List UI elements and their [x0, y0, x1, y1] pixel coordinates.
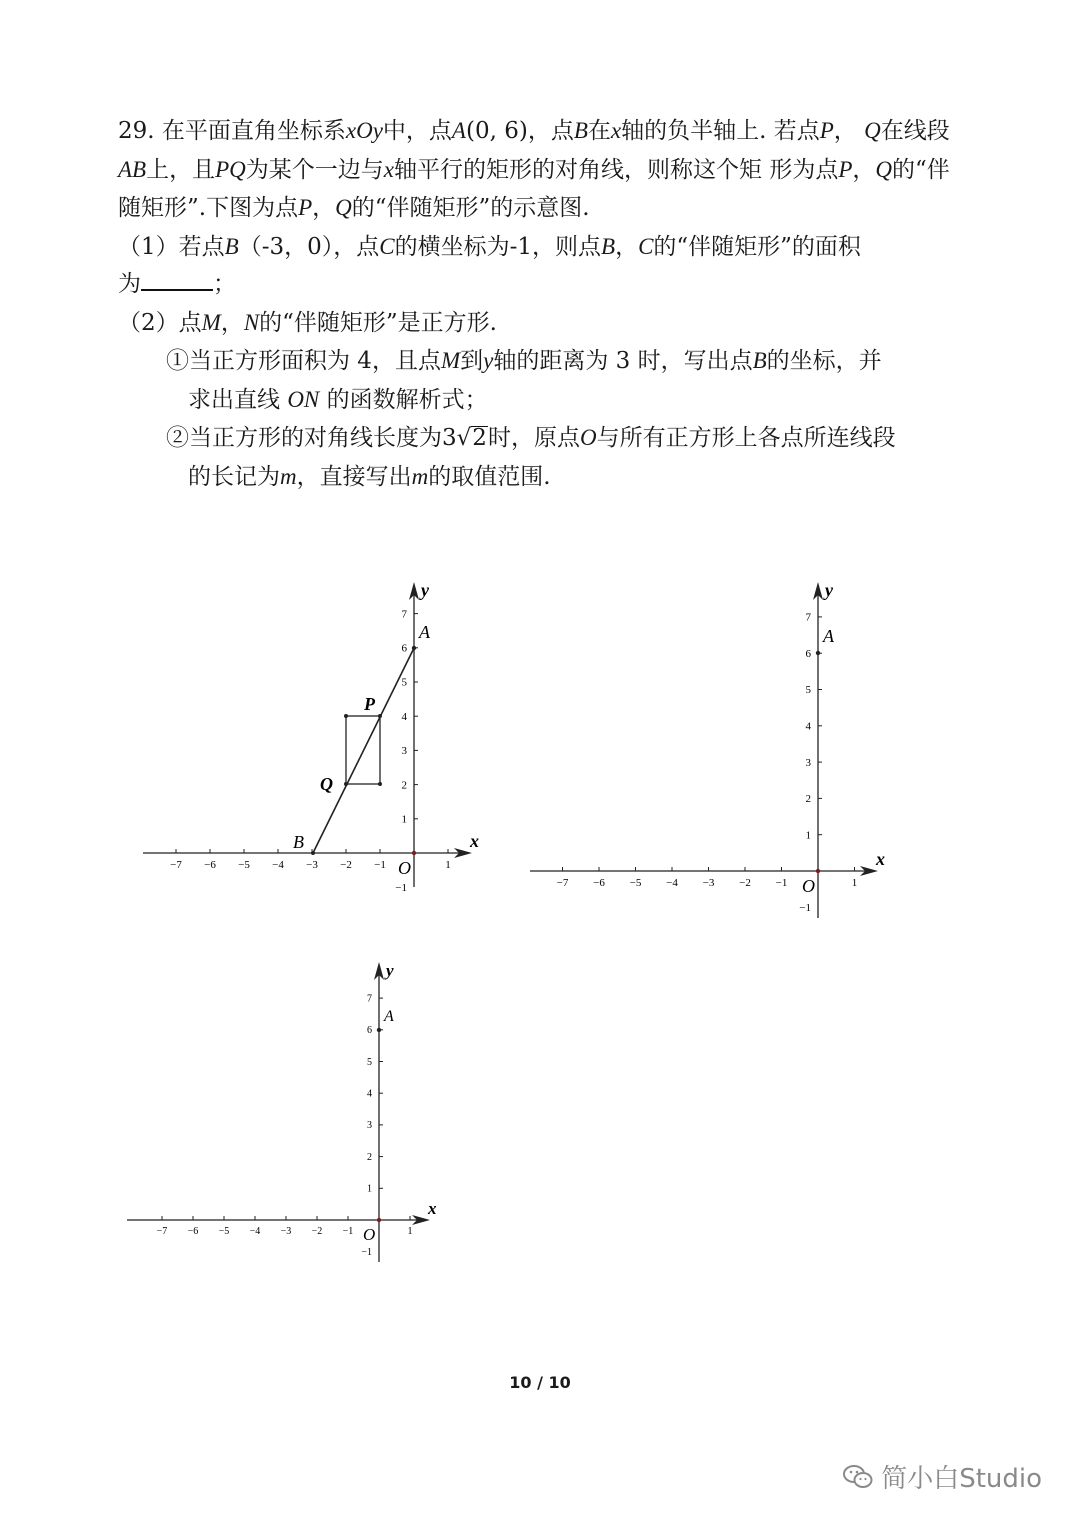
label-q: Q [320, 774, 333, 794]
x-tick-label: −7 [170, 859, 182, 871]
part-2-q1-cont: 求出直线 ON 的函数解析式； [188, 386, 488, 413]
label-a: A [384, 1008, 394, 1025]
y-tick-label: 6 [401, 642, 407, 655]
x-axis-label: x [876, 849, 885, 869]
label-b: B [293, 832, 304, 852]
y-neg-label: −1 [361, 1247, 372, 1259]
y-axis-label: y [386, 961, 394, 980]
x-tick-label: −4 [249, 1226, 261, 1237]
x-tick-label: −5 [629, 877, 642, 889]
x-tick-label: −1 [342, 1226, 354, 1237]
x-tick-label: 1 [851, 877, 858, 889]
x-tick-label: −5 [238, 859, 250, 871]
y-tick-label: 3 [367, 1120, 372, 1132]
x-tick-label: −7 [556, 877, 569, 889]
y-axis-label: y [421, 580, 429, 600]
y-tick-label: 6 [805, 647, 811, 660]
y-tick-label: 2 [367, 1151, 372, 1163]
y-neg-label: −1 [799, 901, 811, 914]
y-tick-label: 3 [401, 745, 407, 758]
origin-label: O [398, 858, 411, 878]
part-2: （2）点M，N的“伴随矩形”是正方形. [118, 309, 497, 336]
x-tick-label: −3 [280, 1226, 292, 1237]
y-tick-label: 5 [401, 676, 407, 689]
y-tick-label: 3 [805, 756, 811, 769]
y-tick-label: 4 [367, 1088, 372, 1100]
x-tick-label: −6 [593, 877, 605, 889]
origin-label: O [363, 1225, 376, 1244]
x-axis-label: x [428, 1199, 437, 1218]
x-tick-label: −1 [374, 859, 386, 871]
origin-dot [377, 1218, 381, 1222]
label-a: A [823, 626, 834, 646]
x-tick-label: −3 [306, 859, 318, 871]
label-p: P [364, 694, 375, 714]
y-tick-label: 2 [401, 779, 407, 792]
y-tick-label: 4 [805, 720, 811, 733]
x-tick-label: −3 [702, 877, 715, 889]
y-tick-label: 1 [401, 813, 407, 826]
label-a: A [419, 622, 430, 642]
x-tick-label: −5 [218, 1226, 230, 1237]
x-tick-label: 1 [407, 1226, 413, 1237]
x-tick-label: 1 [445, 859, 451, 871]
y-tick-label: 5 [805, 684, 811, 697]
part-2-q2-cont: 的长记为m，直接写出m的取值范围. [188, 463, 551, 490]
x-tick-label: −7 [156, 1226, 168, 1237]
y-tick-label: 1 [805, 829, 811, 842]
y-tick-label: 7 [805, 611, 811, 624]
y-tick-label: 2 [805, 793, 811, 806]
x-tick-label: −2 [311, 1226, 323, 1237]
x-tick-label: −2 [340, 859, 352, 871]
origin-label: O [802, 876, 815, 896]
problem-intro: 29. 在平面直角坐标系xOy中，点A(0, 6)，点B在x轴的负半轴上. 若点P， Q在线段AB上，且PQ为某个一边与x轴平行的矩形的对角线，则称这个矩 形为点P，Q的“伴随矩形”.下图为点P，Q的“伴随矩形”的示意图. [118, 118, 950, 221]
y-axis-label: y [825, 580, 833, 600]
watermark [843, 1458, 1042, 1495]
y-tick-label: 6 [367, 1025, 372, 1037]
watermark-text: 简小白Studio [881, 1464, 1042, 1494]
x-tick-label: −2 [739, 877, 751, 889]
part-2-q1: ①当正方形面积为 4，且点M到y轴的距离为 3 时，写出点B的坐标，并 [166, 348, 882, 374]
y-tick-label: 4 [401, 710, 407, 723]
x-tick-label: −1 [775, 877, 788, 889]
x-tick-label: −4 [272, 859, 284, 871]
point-a [377, 1028, 381, 1032]
x-tick-label: −6 [187, 1226, 199, 1237]
x-tick-label: −6 [204, 859, 216, 871]
y-tick-label: 5 [367, 1056, 372, 1068]
wechat-icon [843, 1464, 873, 1490]
part-1: （1）若点B（-3，0），点C的横坐标为-1，则点B，C的“伴随矩形”的面积 为 ； [118, 233, 861, 297]
y-tick-label: 7 [367, 993, 372, 1005]
x-tick-label: −4 [666, 877, 678, 889]
part-2-q2: ②当正方形的对角线长度为3√2时，原点O与所有正方形上各点所连线段 [166, 425, 896, 451]
x-axis-label: x [470, 831, 479, 851]
y-neg-label: −1 [395, 881, 407, 894]
y-tick-label: 1 [367, 1183, 372, 1195]
y-tick-label: 7 [401, 608, 407, 621]
page-number: 10 / 10 [509, 1373, 571, 1392]
